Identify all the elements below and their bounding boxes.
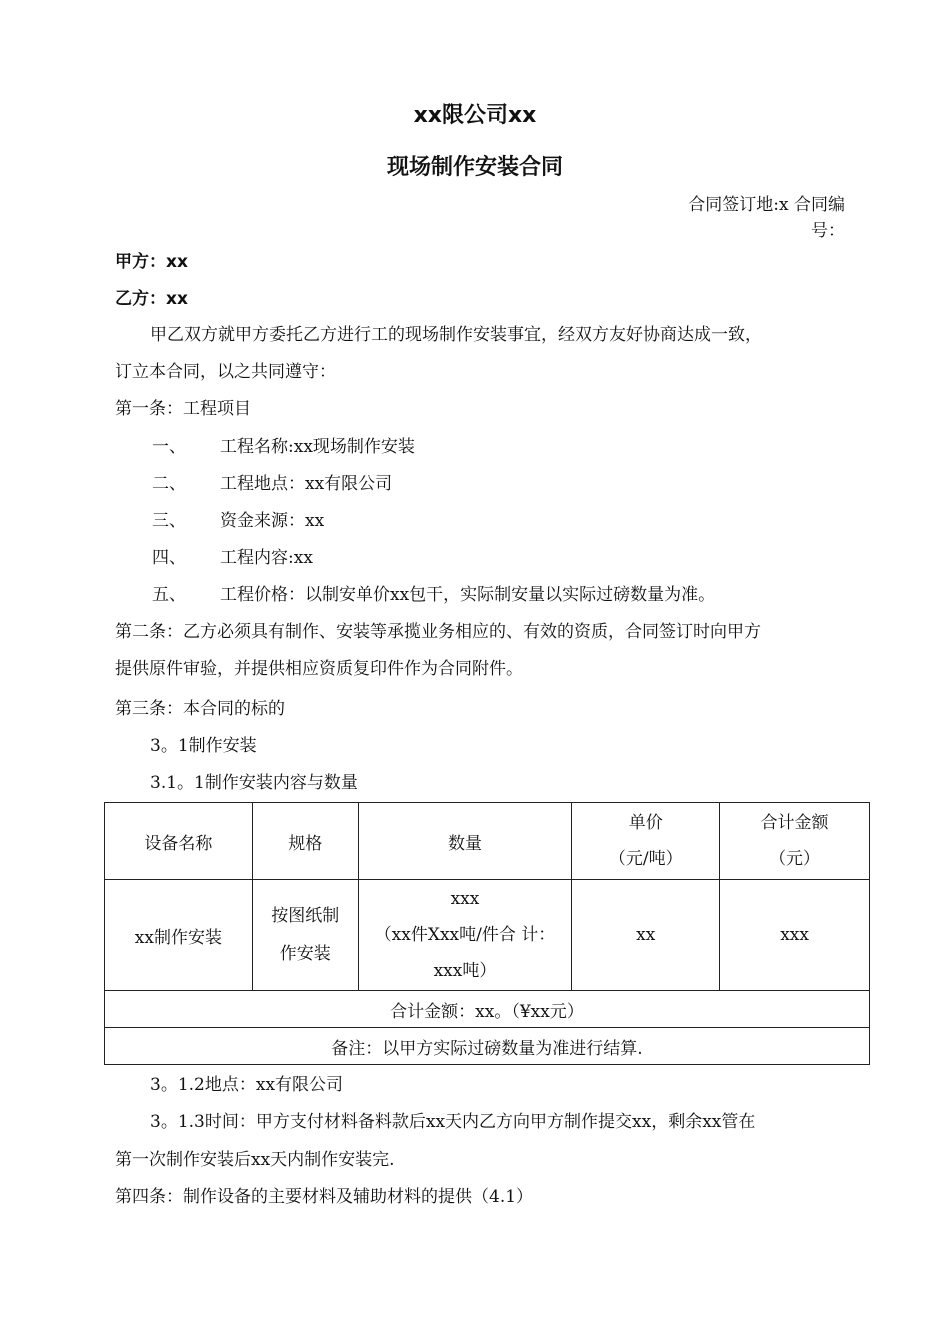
intro-line-1: 甲乙双方就甲方委托乙方进行工的现场制作安装事宜，经双方友好协商达成一致， [150,325,762,345]
item-1-number: 一、 [152,437,186,457]
header-unit-price-unit: （元/吨） [608,849,683,869]
table-header-row [105,803,870,880]
section-3-1-3-line-1: 3。1.3时间：甲方支付材料备料款后xx天内乙方向甲方制作提交xx，剩余xx管在 [150,1112,756,1132]
section-3-1-3-line-2: 第一次制作安装后xx天内制作安装完. [115,1150,395,1170]
header-equipment-name: 设备名称 [105,803,253,880]
item-5-text: 工程价格：以制安单价xx包干，实际制安量以实际过磅数量为准。 [220,585,716,605]
section-3-1: 3。1制作安装 [150,736,257,756]
item-2-text: 工程地点：xx有限公司 [220,474,393,494]
total-amount-text: 合计金额：xx。（¥xx元） [105,991,870,1028]
article-4-heading: 第四条：制作设备的主要材料及辅助材料的提供（4.1） [115,1187,534,1207]
item-4-text: 工程内容:xx [220,548,313,568]
contents-table [104,802,870,1065]
article-2-line-1: 第二条：乙方必须具有制作、安装等承揽业务相应的、有效的资质，合同签订时向甲方 [115,622,761,642]
cell-spec-line-2: 作安装 [279,944,331,964]
table-sum-row [105,991,870,1028]
header-total-amount [720,803,870,880]
header-quantity: 数量 [358,803,572,880]
cell-quantity [358,880,572,991]
header-unit-price [572,803,720,880]
cell-quantity-line-3: xxx吨） [433,961,497,981]
cell-spec [252,880,358,991]
item-4-number: 四、 [152,548,186,568]
cell-quantity-line-1: xxx [450,889,480,909]
cell-quantity-line-2: （xx件Xxx吨/件合 计： [374,925,556,945]
company-title: xx限公司xx [413,103,537,128]
signing-place: 合同签订地:x 合同编 [688,195,845,215]
item-2-number: 二、 [152,474,186,494]
contract-number: 号： [811,221,845,241]
cell-unit-price: xx [572,880,720,991]
contract-meta [640,192,845,244]
table-note-row [105,1028,870,1065]
table-note-text: 备注：以甲方实际过磅数量为准进行结算. [105,1028,870,1065]
header-unit-price-label: 单价 [628,813,663,833]
contract-title: 现场制作安装合同 [386,155,563,180]
article-2-line-2: 提供原件审验，并提供相应资质复印件作为合同附件。 [115,659,523,679]
intro-line-2: 订立本合同，以之共同遵守： [115,362,336,382]
header-total-unit: （元） [769,849,821,869]
header-spec: 规格 [252,803,358,880]
cell-total-amount: xxx [720,880,870,991]
item-5-number: 五、 [152,585,186,605]
party-b: 乙方：xx [115,289,188,309]
article-3-heading: 第三条：本合同的标的 [115,699,285,719]
article-1-heading: 第一条：工程项目 [115,399,251,419]
section-3-1-2: 3。1.2地点：xx有限公司 [150,1075,344,1095]
party-a: 甲方：xx [115,252,188,272]
cell-equipment-name: xx制作安装 [105,880,253,991]
cell-spec-line-1: 按图纸制 [271,906,340,926]
item-3-text: 资金来源：xx [220,511,325,531]
item-3-number: 三、 [152,511,186,531]
header-total-label: 合计金额 [760,813,829,833]
table-row [105,880,870,991]
item-1-text: 工程名称:xx现场制作安装 [220,437,415,457]
section-3-1-1: 3.1。1制作安装内容与数量 [150,773,358,793]
